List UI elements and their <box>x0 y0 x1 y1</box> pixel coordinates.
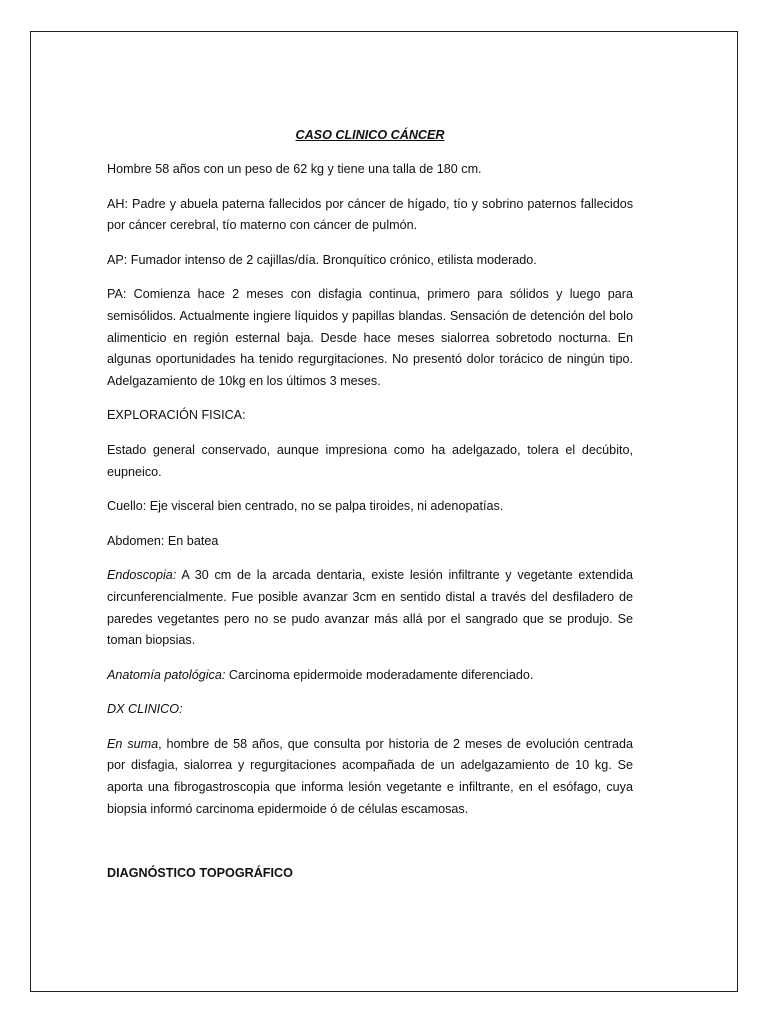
document-body <box>107 124 633 898</box>
en-suma-text: , hombre de 58 años, que consulta por historia de 2 meses de evolución centrada por disfagia, sialorrea y regurgitaciones acompañada de un adelgazamiento de 10 kg. Se aporta una fibrogastroscopia que informa lesión vegetante e infiltrante, en el esófago, cuya biopsia informó carcinoma epidermoide ó de células escamosas. <box>107 736 634 816</box>
endoscopia-paragraph <box>107 565 633 651</box>
estado-general: Estado general conservado, aunque impresiona como ha adelgazado, tolera el decúbito, eupneico. <box>107 442 633 479</box>
en-suma-paragraph <box>107 734 633 820</box>
abdomen-finding: Abdomen: En batea <box>107 533 219 548</box>
anatomia-paragraph <box>107 665 633 687</box>
antecedentes-heredofamiliares: AH: Padre y abuela paterna fallecidos por cáncer de hígado, tío y sobrino paternos fallecidos por cáncer cerebral, tío materno con cáncer de pulmón. <box>107 196 633 233</box>
endoscopia-label: Endoscopia: <box>107 568 177 583</box>
exploracion-heading: EXPLORACIÓN FISICA: <box>107 408 246 423</box>
en-suma-label: En suma <box>107 736 159 751</box>
dx-clinico-heading: DX CLINICO: <box>107 702 183 717</box>
antecedentes-personales: AP: Fumador intenso de 2 cajillas/día. Bronquítico crónico, etilista moderado. <box>107 252 537 267</box>
anatomia-label: Anatomía patológica: <box>107 667 226 682</box>
cuello-finding: Cuello: Eje visceral bien centrado, no se palpa tiroides, ni adenopatías. <box>107 499 504 514</box>
anatomia-text: Carcinoma epidermoide moderadamente diferenciado. <box>225 667 534 682</box>
patient-summary: Hombre 58 años con un peso de 62 kg y tiene una talla de 180 cm. <box>107 162 482 176</box>
document-title: CASO CLINICO CÁNCER <box>295 128 445 142</box>
endoscopia-text: A 30 cm de la arcada dentaria, existe lesión infiltrante y vegetante extendida circunferencialmente. Fue posible avanzar 3cm en sentido distal a través del desfiladero de paredes vegetantes pero no se pudo avanzar más allá por el sangrado que se produjo. Se toman biopsias. <box>107 568 633 648</box>
dx-topografico-heading: DIAGNÓSTICO TOPOGRÁFICO <box>107 866 293 881</box>
padecimiento-actual: PA: Comienza hace 2 meses con disfagia continua, primero para sólidos y luego para semisólidos. Actualmente ingiere líquidos y papillas blandas. Sensación de detención del bolo alimenticio en región esternal baja. Desde hace meses sialorrea sobretodo nocturna. En algunas oportunidades ha tenido regurgitaciones. No presentó dolor torácico de ningún tipo. Adelgazamiento de 10kg en los últimos 3 meses. <box>107 287 633 388</box>
